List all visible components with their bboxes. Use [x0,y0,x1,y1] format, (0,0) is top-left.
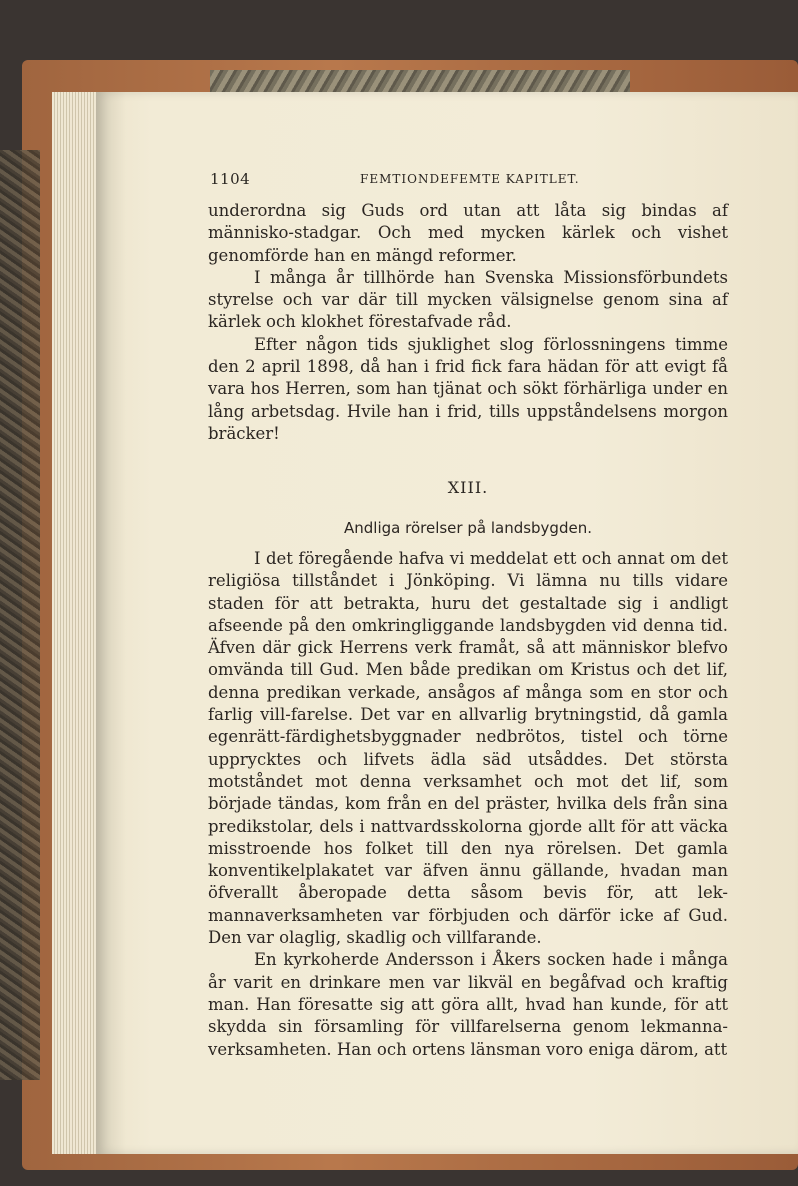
section-title: Andliga rörelser på landsbygden. [344,519,592,537]
marbled-edge-top [210,70,630,92]
paragraph: I det föregående hafva vi meddelat ett och annat om det religiösa tillståndet i Jönköping. Vi lämna nu tills vidare staden för att betrakta, huru det gestaltade sig i andligt afseende på den omkringliggande landsbygden vid denna tid. Äfven där gick Herrens verk framåt, så att människor blefvo omvända till Gud. Men både predikan om Kristus och det lif, denna predikan verkade, ansågos af många som en stor och farlig vill-farelse. Det var en allvarlig brytningstid, då gamla egenrätt-färdighetsbyggnader nedbrötos, tistel och törne upprycktes och lifvets ädla säd utsåddes. Det största motståndet mot denna verksamhet och mot det lif, som började tändas, kom från en del präster, hvilka dels från sina predikstolar, dels i nattvardsskolorna gjorde allt för att väcka misstroende hos folket till den nya rörelsen. Det gamla konventikelplakatet var äfven ännu gällande, hvadan man öfverallt åberopade detta såsom bevis för, att lek-mannaverksamheten var förbjuden och därför icke af Gud. Den var olaglig, skadlig och villfarande. [208,549,728,948]
section-number: XIII. [447,478,489,497]
page-edges [52,92,102,1154]
spine-shadow [96,92,126,1154]
marbled-edge-left [0,150,40,1080]
paragraph: underordna sig Guds ord utan att låta sig bindas af människo-stadgar. Och med mycken kärlek och vishet genomförde han en mängd reformer. [208,201,728,265]
text-block-bottom [208,548,728,1061]
running-head [210,168,730,192]
paragraph: I många år tillhörde han Svenska Missionsförbundets styrelse och var där till mycken välsignelse genom sina af kärlek och klokhet förestafvade råd. [208,267,728,332]
page-number: 1104 [210,170,251,188]
paragraph: Efter någon tids sjuklighet slog förlossningens timme den 2 april 1898, då han i frid fick fara hädan för att evigt få vara hos Herren, som han tjänat och sökt förhärliga under en lång arbetsdag. Hvile han i frid, tills uppståndelsens morgon bräcker! [208,334,728,443]
chapter-heading: FEMTIONDEFEMTE KAPITLET. [360,172,580,186]
text-block-top [208,200,728,445]
paragraph: En kyrkoherde Andersson i Åkers socken hade i många år varit en drinkare men var likväl en begåfvad och kraftig man. Han föresatte sig att göra allt, hvad han kunde, för att skydda sin församling för villfarelserna genom lekmanna-verksamheten. Han och ortens länsman voro eniga därom, att [208,950,728,1059]
